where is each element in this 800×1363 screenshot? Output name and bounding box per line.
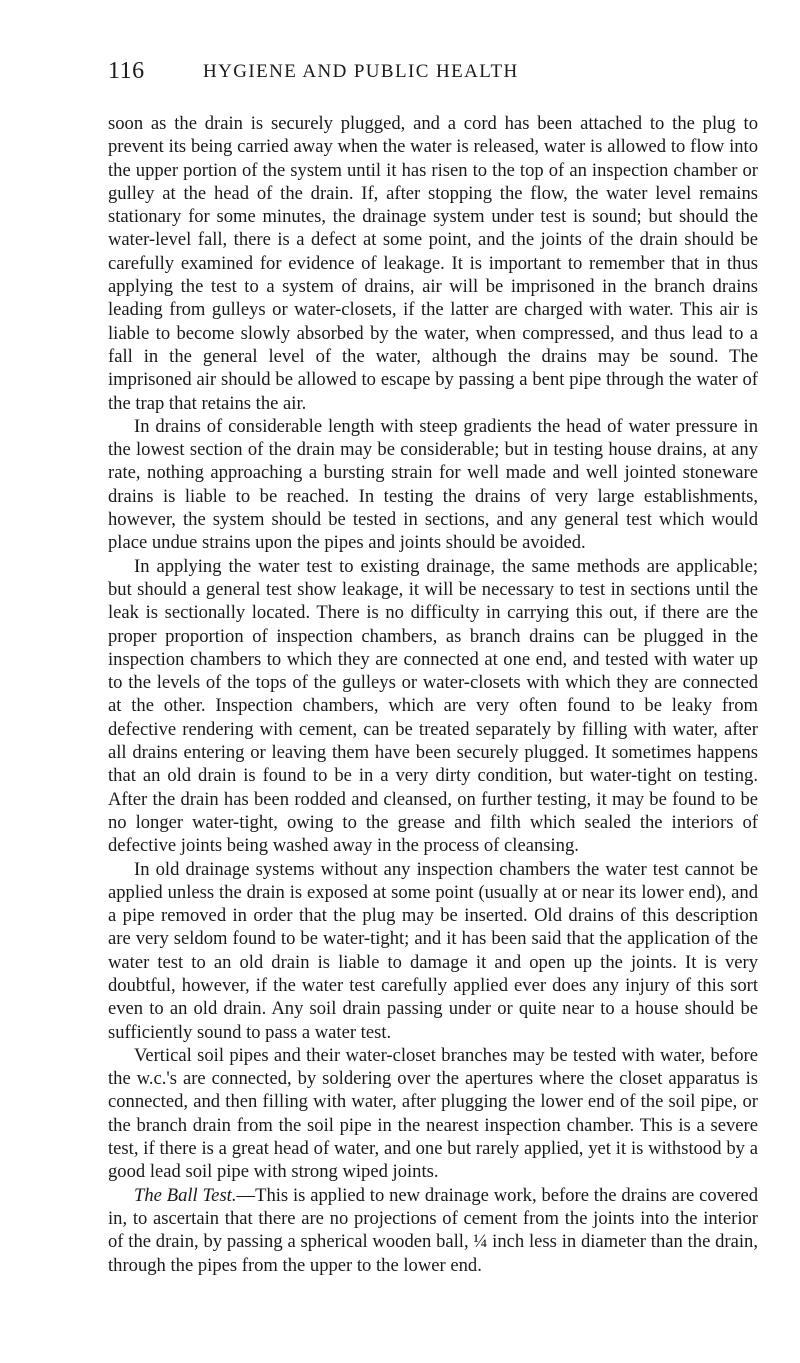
page-number: 116: [108, 58, 145, 84]
paragraph-text: In old drainage systems without any inspection chambers the water test cannot be applied unless the drain is exposed at some point (usually at or near its lower end), and a pipe removed in order that the plug may be inserted. Old drains of this description are very seldom found to be water-tight; and it has been said that the application of the water test to an old drain is liable to damage it and open up the joints. It is very doubtful, however, if the water test carefully applied ever does any injury of this sort even to an old drain. Any soil drain passing under or quite near to a house should be sufficiently sound to pass a water test.: [108, 858, 758, 1043]
paragraph-text: soon as the drain is securely plugged, and a cord has been attached to the plug to prevent its being carried away when the water is released, water is allowed to flow into the upper portion of the system until it has risen to the top of an inspection chamber or gulley at the head of the drain. If, after stopping the flow, the water level remains stationary for some minutes, the drainage system under test is sound; but should the water-level fall, there is a defect at some point, and the joints of the drain should be carefully examined for evidence of leakage. It is important to remember that in thus applying the test to a system of drains, air will be imprisoned in the branch drains leading from gulleys or water-closets, if the latter are charged with water. This air is liable to become slowly absorbed by the water, when compressed, and thus lead to a fall in the general level of the water, although the drains may be sound. The imprisoned air should be allowed to escape by passing a bent pipe through the water of the trap that retains the air.: [108, 113, 758, 414]
paragraph: [108, 112, 758, 415]
paragraph: [108, 1044, 758, 1184]
running-title: HYGIENE AND PUBLIC HEALTH: [203, 61, 519, 82]
page-header: [108, 58, 728, 86]
body-text: [108, 112, 758, 1277]
paragraph: [108, 1184, 758, 1277]
paragraph: [108, 555, 758, 858]
paragraph-text: In drains of considerable length with steep gradients the head of water pressure in the lowest section of the drain may be considerable; but in testing house drains, at any rate, nothing approaching a bursting strain for well made and well jointed stoneware drains is liable to be reached. In testing the drains of very large establishments, however, the system should be tested in sections, and any general test which would place undue strains upon the pipes and joints should be avoided.: [108, 415, 758, 554]
paragraph-text: In applying the water test to existing drainage, the same methods are applicable; but should a general test show leakage, it will be necessary to test in sections until the leak is sectionally located. There is no difficulty in carrying this out, if there are the proper proportion of inspection chambers, as branch drains can be plugged in the inspection chambers to which they are connected at one end, and tested with water up to the levels of the tops of the gulleys or water-closets with which they are connected at the other. Inspection chambers, which are very often found to be leaky from defective rendering with cement, can be treated separately by filling with water, after all drains entering or leaving them have been securely plugged. It sometimes happens that an old drain is found to be in a very dirty condition, but water-tight on testing. After the drain has been rodded and cleansed, on further testing, it may be found to be no longer water-tight, owing to the grease and filth which sealed the interiors of defective joints being washed away in the process of cleansing.: [108, 555, 758, 857]
paragraph-text: Vertical soil pipes and their water-closet branches may be tested with water, before the w.c.'s are connected, by soldering over the apertures where the closet apparatus is connected, and then filling with water, after plugging the lower end of the soil pipe, or the branch drain from the soil pipe in the nearest inspection chamber. This is a severe test, if there is a great head of water, and one but rarely applied, yet it is withstood by a good lead soil pipe with strong wiped joints.: [108, 1044, 758, 1183]
paragraph: [108, 415, 758, 555]
paragraph: [108, 858, 758, 1044]
paragraph-text: —This is applied to new drainage work, before the drains are covered in, to ascertain that there are no projections of cement from the joints into the interior of the drain, by passing a spherical wooden ball, ¼ inch less in diameter than the drain, through the pipes from the upper to the lower end.: [108, 1184, 758, 1276]
section-lead-title: The Ball Test.: [134, 1184, 237, 1206]
